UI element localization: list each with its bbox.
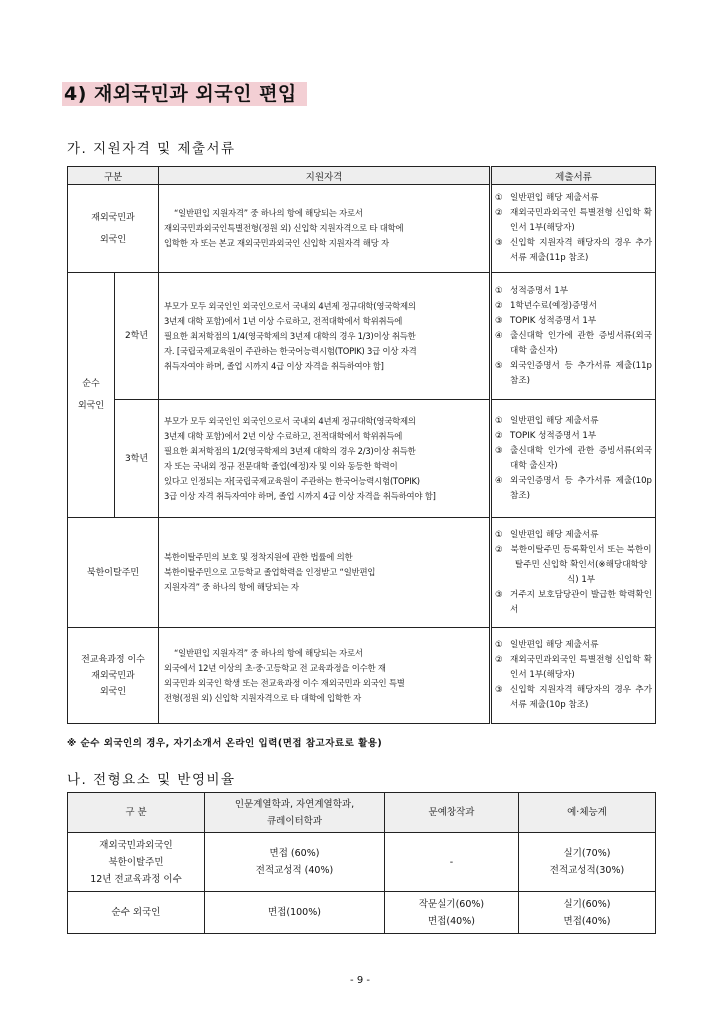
document-text: TOPIK 성적증명서 1부 [510,315,597,326]
table-header-row [68,167,656,185]
document-number: ② [495,655,503,665]
ratio-line: 전적교성적 (40%) [255,865,334,876]
document-text: 재외국민과외국인 특별전형 신입학 확인서 1부(해당자) [510,208,653,233]
table-row [68,518,656,628]
document-item [495,429,652,444]
category-cell [68,518,159,628]
document-text: 일반편입 해당 제출서류 [510,640,599,650]
document-item [495,236,652,266]
document-number: ③ [495,238,503,248]
qualification-line: 3년제 대학 포함)에서 1년 이상 수료하고, 전적대학에서 학위취득에 [164,315,403,326]
category-cell: 순수 외국인 [68,892,205,934]
qualification-line: “일반편입 지원자격” 중 하나의 항에 해당되는 자로서 [174,647,363,658]
document-text: 신입학 지원자격 해당자의 경우 추가서류 제출(11p 참조) [510,238,653,263]
document-number: ② [495,544,503,555]
selection-ratio-table [67,792,656,934]
ratio-cell: 면접(100%) [205,892,385,934]
category-line: 재외국민과 [91,670,135,681]
category-line: 12년 전교육과정 이수 [90,873,182,885]
header-arts-sports: 예·체능계 [519,793,656,833]
document-number: ④ [495,475,503,486]
documents-cell [491,400,656,518]
ratio-line: 작문실기(60%) [418,898,485,910]
section-title [62,82,307,106]
qualification-cell [159,185,491,273]
ratio-line: 면접 (60%) [269,848,320,859]
qualification-cell [159,518,491,628]
document-text: 출신대학 인가에 관한 증빙서류(외국대학 출신자) [510,330,653,356]
document-text: 출신대학 인가에 관한 증빙서류(외국대학 출신자) [510,445,653,471]
document-number: ① [495,285,503,296]
document-item [495,206,652,236]
document-text: 일반편입 해당 제출서류 [510,193,599,203]
qualification-line: 북한이탈주민으로 고등학교 졸업학력을 인정받고 “일반편입 [164,567,376,577]
document-text: 북한이탈주민 등록확인서 또는 북한이탈주민 신입학 확인서(※해당대학양식) 1부 [510,544,652,585]
subtitle-qualifications: 가. 지원자격 및 제출서류 [67,141,236,157]
documents-cell [491,628,656,724]
document-text: 재외국민과외국인 특별전형 신입학 확인서 1부(해당자) [510,655,653,680]
header-humanities-science [205,793,385,833]
qualification-cell [159,628,491,724]
qualification-line: 지원자격” 중 하나의 항에 해당되는 자 [164,582,299,592]
document-number: ④ [495,330,503,341]
category-line: 전교육과정 이수 [81,654,145,665]
document-item [495,588,652,618]
category-line: 북한이탈주민 [86,567,140,578]
qualification-line: 필요한 최저학점의 1/4(영국학제의 3년제 대학의 경우 1/3)이상 취득한 [164,330,416,341]
ratio-cell [519,833,656,892]
qualification-line: 입학한 자 또는 본교 재외국민과외국인 신입학 지원자격 해당 자 [164,238,389,248]
header-category: 구분 [68,167,159,185]
category-line: 재외국민과 [91,212,135,223]
document-item [495,414,652,429]
category-line: 재외국민과외국인 [99,839,173,851]
document-text: 일반편입 해당 제출서류 [510,529,599,540]
document-number: ③ [495,445,503,456]
table-row [68,185,656,273]
document-number: ① [495,415,503,426]
document-number: ② [495,430,503,441]
qualification-line: 부모가 모두 외국인인 외국인으로서 국내외 4년제 정규대학(영국학제의 [164,300,416,311]
ratio-cell [205,833,385,892]
qualification-line: 외국민과 외국인 학생 또는 전교육과정 이수 재외국민과 외국인 특별 [164,677,405,688]
qualification-line: 취득자여야 하며, 졸업 시까지 4급 이상 자격을 취득하여야 함] [164,360,384,371]
document-number: ② [495,208,503,218]
qualification-line: 필요한 최저학점의 1/2(영국학제의 3년제 대학의 경우 2/3)이상 취득한 [164,445,416,456]
page-number: - 9 - [350,975,370,986]
documents-cell [491,518,656,628]
grade-cell: 3학년 [115,400,159,518]
document-text: 신입학 지원자격 해당자의 경우 추가서류 제출(10p 참조) [510,685,653,710]
document-item [495,444,652,474]
document-text: 거주지 보호담당관이 발급한 학력확인서 [510,589,653,615]
qualification-line: 전형(정원 외) 신입학 지원자격으로 타 대학에 입학한 자 [164,692,361,703]
documents-cell [491,185,656,273]
qualification-line: “일반편입 지원자격” 중 하나의 항에 해당되는 자로서 [174,208,363,218]
header-qualification: 지원자격 [159,167,491,185]
qualification-line: 자 또는 국내외 정규 전문대학 졸업(예정)자 및 이와 동등한 학력이 [164,460,398,471]
qualification-cell [159,273,491,400]
category-cell [68,628,159,724]
document-item [495,359,652,389]
category-cell [68,833,205,892]
document-item [495,474,652,504]
document-number: ③ [495,315,503,326]
subtitle-selection-ratio: 나. 전형요소 및 반영비율 [67,772,236,788]
document-item [495,638,652,653]
qualification-line: 자. [국립국제교육원이 주관하는 한국어능력시험(TOPIK) 3급 이상 자격 [164,345,417,356]
category-line: 외국인 [99,686,127,697]
table-row [68,273,656,400]
ratio-cell [519,892,656,934]
document-item [495,329,652,359]
document-item [495,284,652,299]
document-item [495,299,652,314]
document-item [495,683,652,713]
document-item [495,191,652,206]
document-number: ① [495,193,503,203]
section-title-text: 4) 재외국민과 외국인 편입 [62,82,307,106]
documents-cell [491,273,656,400]
header-documents: 제출서류 [491,167,656,185]
header-category: 구 분 [68,793,205,833]
table-header-row [68,793,656,833]
document-number: ② [495,300,503,311]
document-text: 성적증명서 1부 [510,285,569,296]
qualification-line: 부모가 모두 외국인인 외국인으로서 국내외 4년제 정규대학(영국학제의 [164,415,416,426]
category-cell [68,273,115,518]
ratio-line: 실기(60%) [563,898,611,910]
document-text: 외국인증명서 등 추가서류 제출(10p 참조) [510,475,653,501]
document-number: ⑤ [495,360,503,371]
ratio-line: 전적교성적(30%) [549,865,625,876]
table-row [68,400,656,518]
ratio-cell [385,892,519,934]
header-line: 인문계열학과, 자연계열학과, [234,798,355,810]
qualification-line: 북한이탈주민의 보호 및 정착지원에 관한 법률에 의한 [164,552,353,562]
document-number: ① [495,529,503,540]
category-line: 순수 [82,379,100,389]
ratio-line: 면접(40%) [428,915,475,927]
qualification-line: 있다고 인정되는 자[국립국제교육원이 주관하는 한국어능력시험(TOPIK) [164,475,420,486]
document-item [495,528,652,543]
foreigner-note: ※ 순수 외국인의 경우, 자기소개서 온라인 입력(면접 참고자료로 활용) [67,738,383,749]
document-number: ① [495,640,503,650]
category-cell [68,185,159,273]
document-item [495,314,652,329]
document-text: 외국인증명서 등 추가서류 제출(11p 참조) [510,360,653,386]
document-number: ③ [495,685,503,695]
qualification-line: 3년제 대학 포함)에서 2년 이상 수료하고, 전적대학에서 학위취득에 [164,430,403,441]
qualification-line: 3급 이상 자격 취득자여야 하며, 졸업 시까지 4급 이상 자격을 취득하여야 함] [164,490,436,501]
header-creative-writing: 문예창작과 [385,793,519,833]
ratio-line: 실기(70%) [563,848,611,859]
document-text: 일반편입 해당 제출서류 [510,415,599,426]
qualification-line: 외국에서 12년 이상의 초·중·고등학교 전 교육과정을 이수한 재 [164,662,386,673]
qualification-cell [159,400,491,518]
ratio-cell: - [385,833,519,892]
category-line: 북한이탈주민 [108,856,164,868]
document-number: ③ [495,589,503,600]
category-line: 외국인 [99,234,127,245]
header-line: 큐레이터학과 [266,815,323,827]
document-item [495,653,652,683]
document-item [495,543,652,588]
document-text: TOPIK 성적증명서 1부 [510,430,597,441]
table-row [68,628,656,724]
table-row [68,833,656,892]
qualification-line: 재외국민과외국인특별전형(정원 외) 신입학 지원자격으로 타 대학에 [164,223,404,233]
ratio-line: 면접(40%) [563,915,611,927]
category-line: 외국인 [77,401,105,411]
document-text: 1학년수료(예정)증명서 [510,300,597,311]
qualification-table [67,166,656,724]
grade-cell: 2학년 [115,273,159,400]
table-row [68,892,656,934]
